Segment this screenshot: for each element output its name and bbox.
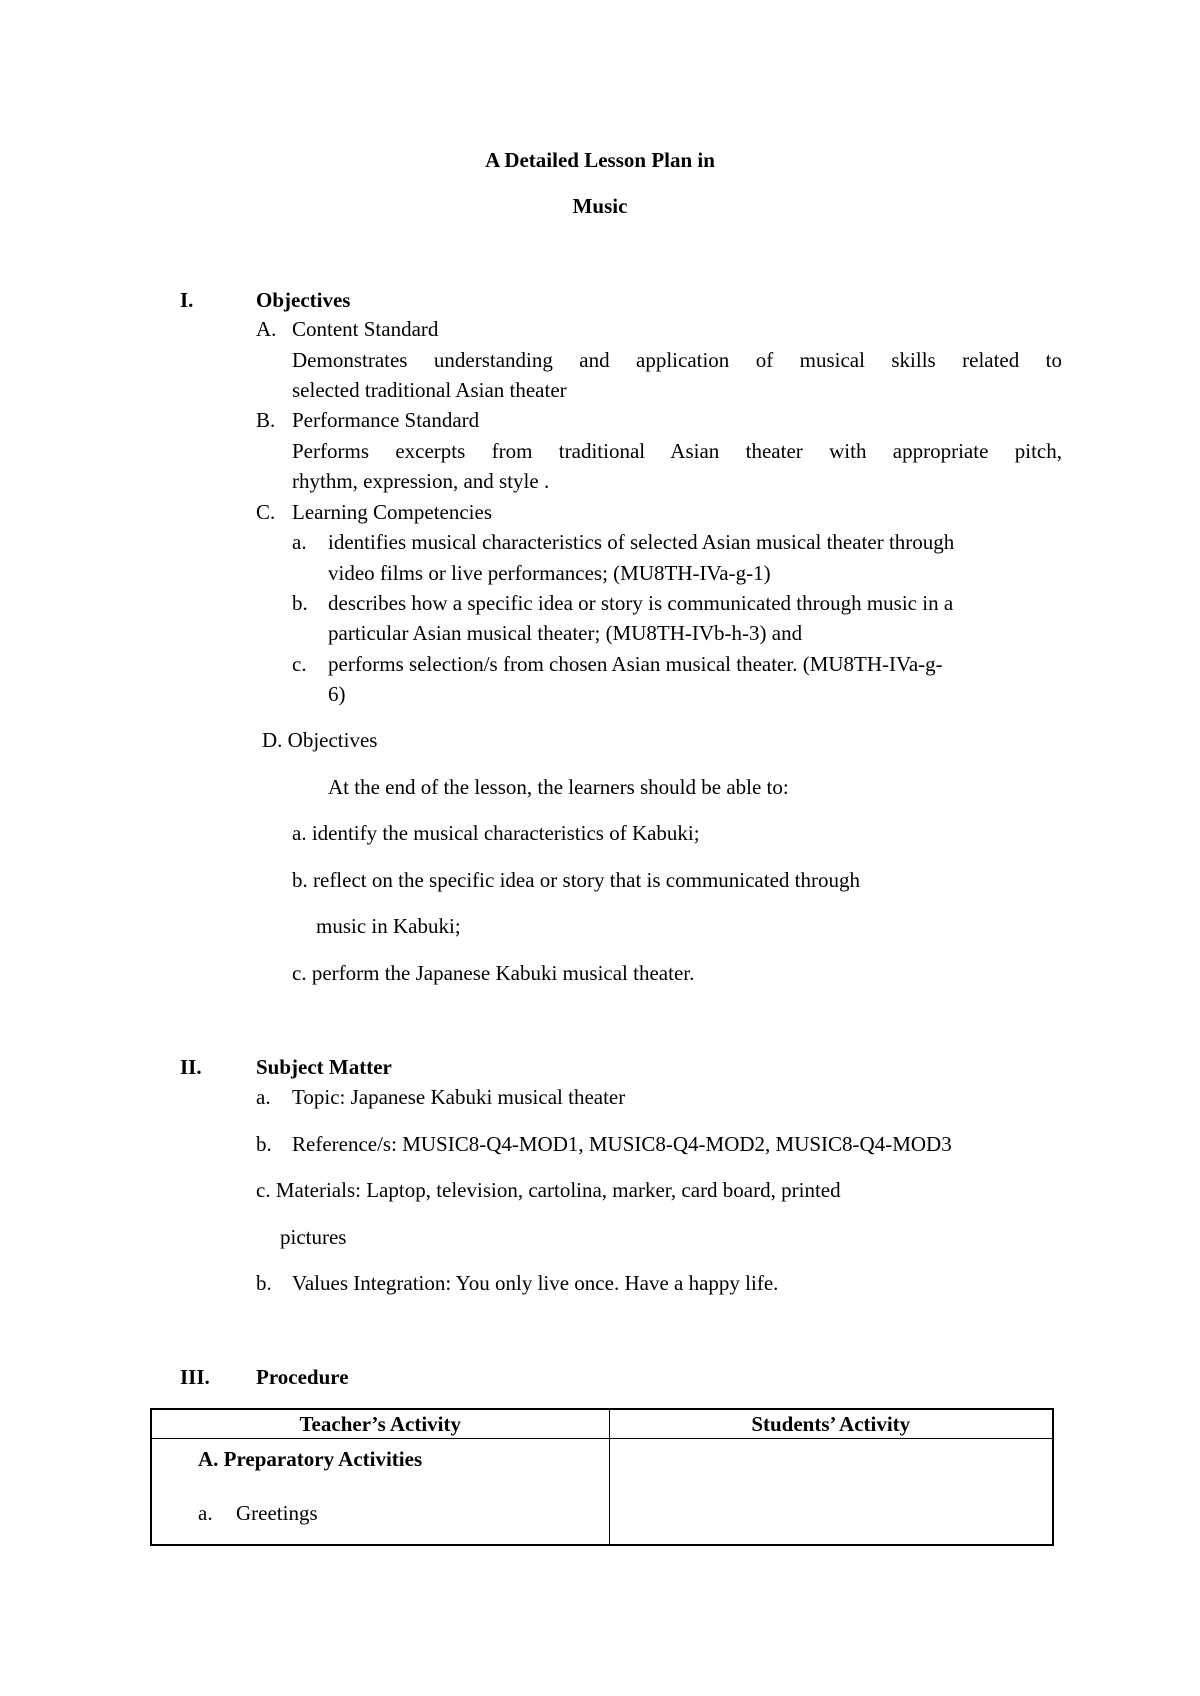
list-letter: C. <box>256 500 276 524</box>
paragraph-line: rhythm, expression, and style . <box>292 469 550 493</box>
procedure-table <box>150 1408 1054 1546</box>
section-heading: Procedure <box>256 1365 349 1389</box>
subsection-label: Performance Standard <box>292 408 480 432</box>
list-letter: b. <box>292 591 308 615</box>
subsection-label: Learning Competencies <box>292 500 493 524</box>
list-letter: b. <box>256 1271 272 1295</box>
list-item: Reference/s: MUSIC8-Q4-MOD1, MUSIC8-Q4-MOD2, MUSIC8-Q4-MOD3 <box>292 1132 952 1156</box>
list-letter: c. <box>292 652 307 676</box>
list-item: music in Kabuki; <box>316 914 461 938</box>
list-item: pictures <box>280 1225 347 1249</box>
list-item: c. Materials: Laptop, television, cartolina, marker, card board, printed <box>256 1178 841 1202</box>
section-heading: Subject Matter <box>256 1055 392 1079</box>
list-item: identifies musical characteristics of selected Asian musical theater through <box>328 530 955 554</box>
list-item: b. reflect on the specific idea or story that is communicated through <box>292 868 860 892</box>
list-item: performs selection/s from chosen Asian musical theater. (MU8TH-IVa-g- <box>328 652 943 676</box>
list-item: particular Asian musical theater; (MU8TH-IVb-h-3) and <box>328 621 803 645</box>
activity-heading: A. Preparatory Activities <box>198 1447 423 1471</box>
subsection-label: D. Objectives <box>262 728 378 752</box>
paragraph-line: Performs excerpts from traditional Asian theater with appropriate pitch, <box>292 439 1062 463</box>
section-numeral: II. <box>180 1055 202 1079</box>
table-header-students: Students’ Activity <box>609 1409 1053 1439</box>
list-item: Values Integration: You only live once. Have a happy life. <box>292 1271 779 1295</box>
list-item: c. perform the Japanese Kabuki musical theater. <box>292 961 695 985</box>
paragraph-line: Demonstrates understanding and application of musical skills related to <box>292 348 1062 372</box>
list-item: Greetings <box>236 1501 318 1525</box>
section-heading: Objectives <box>256 288 351 312</box>
list-letter: a. <box>256 1085 271 1109</box>
page-title: A Detailed Lesson Plan in <box>485 148 715 172</box>
section-numeral: III. <box>180 1365 210 1389</box>
page-subtitle: Music <box>572 194 628 218</box>
paragraph-line: At the end of the lesson, the learners should be able to: <box>328 775 789 799</box>
list-item: 6) <box>328 682 346 706</box>
paragraph-line: selected traditional Asian theater <box>292 378 567 402</box>
list-item: Topic: Japanese Kabuki musical theater <box>292 1085 626 1109</box>
table-header-teacher: Teacher’s Activity <box>151 1409 609 1439</box>
list-item: describes how a specific idea or story is communicated through music in a <box>328 591 954 615</box>
list-letter: B. <box>256 408 276 432</box>
list-letter: a. <box>198 1501 213 1525</box>
list-letter: b. <box>256 1132 272 1156</box>
list-item: video films or live performances; (MU8TH-IVa-g-1) <box>328 561 771 585</box>
teacher-activity-cell <box>151 1439 609 1546</box>
subsection-label: Content Standard <box>292 317 439 341</box>
list-letter: a. <box>292 530 307 554</box>
students-activity-cell <box>609 1439 1053 1546</box>
section-numeral: I. <box>180 288 194 312</box>
list-letter: A. <box>256 317 277 341</box>
list-item: a. identify the musical characteristics of Kabuki; <box>292 821 700 845</box>
